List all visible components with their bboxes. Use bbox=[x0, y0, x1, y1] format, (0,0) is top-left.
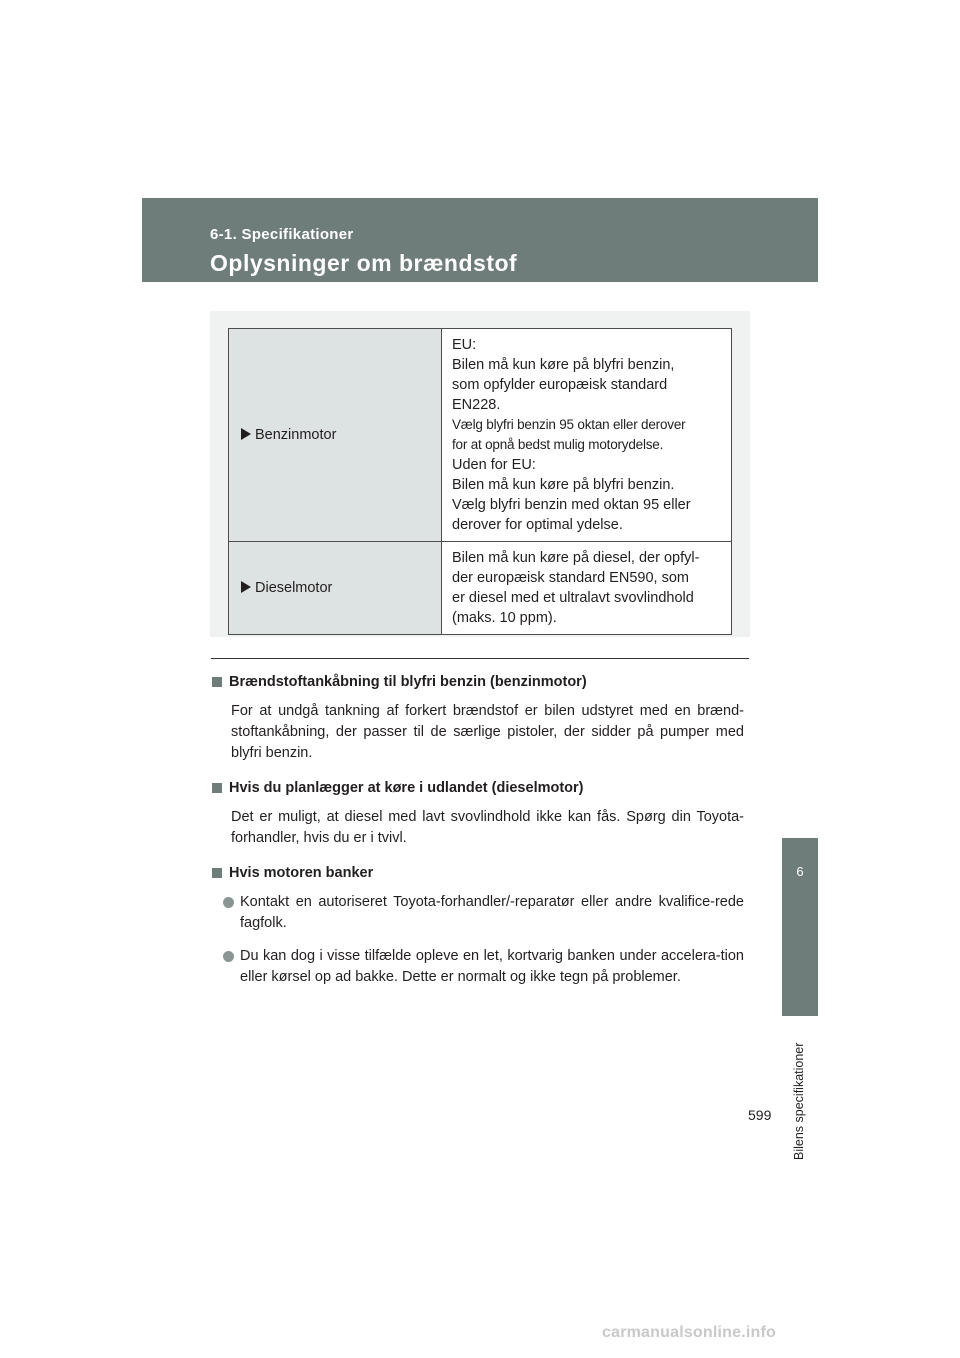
square-bullet-icon bbox=[212, 677, 222, 687]
spec-line: EU: bbox=[452, 337, 477, 353]
triangle-bullet-icon bbox=[241, 428, 251, 440]
spec-line: derover for optimal ydelse. bbox=[452, 517, 623, 533]
spec-line: som opfylder europæisk standard bbox=[452, 377, 668, 393]
square-bullet-icon bbox=[212, 783, 222, 793]
list-item bbox=[223, 892, 744, 934]
note-heading bbox=[212, 863, 744, 884]
bullet-text: Du kan dog i visse tilfælde opleve en let, kortvarig banken under accelera-tion eller kørsel op ad bakke. Dette er normalt og ikke tegn på problemer. bbox=[240, 948, 744, 985]
note-body: For at undgå tankning af forkert brændstof er bilen udstyret med en brænd-stoftankåbning, der passer til de særlige pistoler, der sidder på pumper med blyfri benzin. bbox=[231, 703, 744, 761]
spec-line: Vælg blyfri benzin med oktan 95 eller bbox=[452, 497, 691, 513]
spec-line: for at opnå bedst mulig motorydelse. bbox=[452, 437, 664, 452]
spec-cell bbox=[442, 542, 732, 635]
fuel-table-panel bbox=[210, 311, 750, 637]
note-body: Det er muligt, at diesel med lavt svovlindhold ikke kan fås. Spørg din Toyota-forhandler, hvis du er i tvivl. bbox=[231, 809, 744, 846]
engine-label: Benzinmotor bbox=[255, 427, 337, 443]
triangle-bullet-icon bbox=[241, 581, 251, 593]
spec-line: Bilen må kun køre på blyfri benzin. bbox=[452, 477, 675, 493]
circle-bullet-icon bbox=[223, 951, 234, 962]
chapter-tab[interactable] bbox=[782, 838, 818, 1016]
section-label: 6-1. Specifikationer bbox=[210, 226, 354, 243]
note-heading-text: Hvis du planlægger at køre i udlandet (dieselmotor) bbox=[229, 780, 584, 796]
header-band bbox=[142, 198, 818, 282]
spec-line: der europæisk standard EN590, som bbox=[452, 570, 689, 586]
note-heading bbox=[212, 672, 744, 693]
note-heading bbox=[212, 778, 744, 799]
fuel-table bbox=[228, 328, 732, 635]
watermark: carmanualsonline.info bbox=[602, 1324, 777, 1341]
spec-line: Bilen må kun køre på blyfri benzin, bbox=[452, 357, 675, 373]
engine-label: Dieselmotor bbox=[255, 580, 333, 596]
page-number: 599 bbox=[748, 1107, 772, 1123]
page-title: Oplysninger om brændstof bbox=[210, 250, 518, 276]
spec-line: (maks. 10 ppm). bbox=[452, 610, 557, 626]
spec-line: EN228. bbox=[452, 397, 501, 413]
engine-cell bbox=[229, 542, 442, 635]
square-bullet-icon bbox=[212, 868, 222, 878]
spec-line: Vælg blyfri benzin 95 oktan eller derover bbox=[452, 417, 686, 432]
section-divider bbox=[211, 658, 749, 659]
table-row bbox=[229, 329, 732, 542]
list-item bbox=[223, 946, 744, 988]
note-heading-text: Brændstoftankåbning til blyfri benzin (benzinmotor) bbox=[229, 674, 587, 690]
spec-line: Uden for EU: bbox=[452, 457, 536, 473]
chapter-number: 6 bbox=[796, 864, 804, 879]
chapter-label-container bbox=[782, 1020, 818, 1160]
circle-bullet-icon bbox=[223, 897, 234, 908]
table-row bbox=[229, 542, 732, 635]
spec-cell bbox=[442, 329, 732, 542]
spec-line: er diesel med et ultralavt svovlindhold bbox=[452, 590, 694, 606]
engine-cell bbox=[229, 329, 442, 542]
notes-section bbox=[212, 672, 744, 1000]
note-heading-text: Hvis motoren banker bbox=[229, 865, 374, 881]
spec-line: Bilen må kun køre på diesel, der opfyl- bbox=[452, 550, 700, 566]
chapter-label: Bilens specifikationer bbox=[792, 1042, 806, 1160]
bullet-text: Kontakt en autoriseret Toyota-forhandler/-reparatør eller andre kvalifice-rede fagfolk. bbox=[240, 894, 744, 931]
